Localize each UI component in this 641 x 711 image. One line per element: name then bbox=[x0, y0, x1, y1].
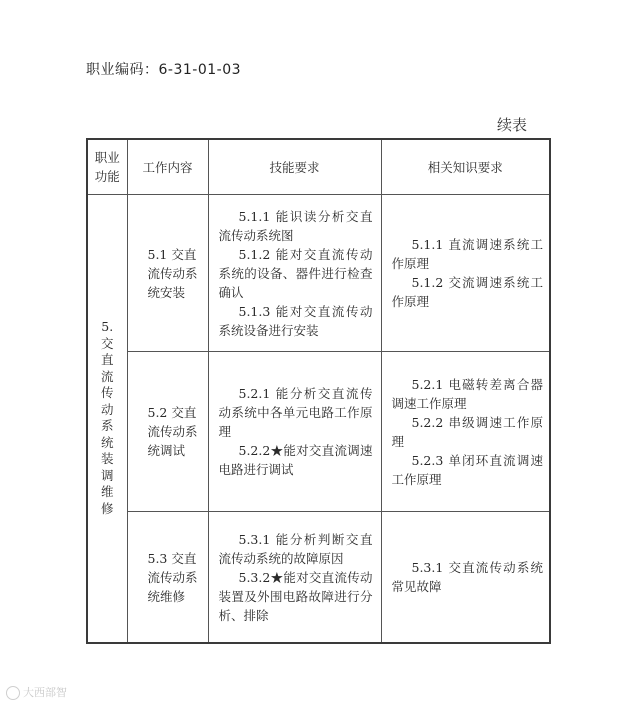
continued-label: 续表 bbox=[497, 116, 528, 134]
table-row bbox=[87, 352, 550, 512]
skill-requirements-table bbox=[86, 138, 551, 644]
skill-item: 5.1.3 能对交直流传动系统设备进行安装 bbox=[218, 303, 373, 338]
work-content-cell: 5.2 交直流传动系统调试 bbox=[127, 352, 208, 512]
skills-cell bbox=[208, 352, 381, 512]
column-header-skills: 技能要求 bbox=[208, 139, 381, 195]
column-header-work: 工作内容 bbox=[127, 139, 208, 195]
table-row bbox=[87, 195, 550, 352]
knowledge-item: 5.1.1 直流调速系统工作原理 bbox=[391, 237, 543, 272]
watermark-text: 大西部智 bbox=[23, 686, 67, 699]
skill-item: 5.3.2★能对交直流传动装置及外围电路故障进行分析、排除 bbox=[218, 569, 373, 623]
knowledge-cell bbox=[381, 195, 550, 352]
skill-item: 5.2.1 能分析交直流传动系统中各单元电路工作原理 bbox=[218, 386, 373, 440]
skills-cell bbox=[208, 195, 381, 352]
occupation-code: 职业编码：6-31-01-03 bbox=[86, 62, 242, 78]
knowledge-cell bbox=[381, 352, 550, 512]
skill-item: 5.1.1 能识读分析交直流传动系统图 bbox=[218, 208, 373, 243]
column-header-knowledge: 相关知识要求 bbox=[381, 139, 550, 195]
knowledge-item: 5.3.1 交直流传动系统常见故障 bbox=[391, 560, 543, 595]
knowledge-item: 5.2.2 串级调速工作原理 bbox=[391, 414, 543, 449]
skill-item: 5.1.2 能对交直流传动系统的设备、器件进行检查确认 bbox=[218, 246, 373, 300]
column-header-function: 职业 功能 bbox=[87, 139, 127, 195]
work-content-cell: 5.3 交直流传动系统维修 bbox=[127, 512, 208, 643]
work-content-cell: 5.1 交直流传动系统安装 bbox=[127, 195, 208, 352]
knowledge-item: 5.2.1 电磁转差离合器调速工作原理 bbox=[391, 376, 543, 411]
function-label: 5.交直流传动系统装调维修 bbox=[100, 319, 114, 516]
skill-item: 5.2.2★能对交直流调速电路进行调试 bbox=[218, 443, 373, 478]
function-cell bbox=[87, 195, 127, 644]
knowledge-item: 5.1.2 交流调速系统工作原理 bbox=[391, 275, 543, 310]
skill-item: 5.3.1 能分析判断交直流传动系统的故障原因 bbox=[218, 531, 373, 566]
knowledge-item: 5.2.3 单闭环直流调速工作原理 bbox=[391, 452, 543, 487]
skills-cell bbox=[208, 512, 381, 643]
table-row bbox=[87, 512, 550, 643]
watermark-logo-icon bbox=[6, 686, 20, 700]
watermark bbox=[6, 684, 67, 700]
knowledge-cell bbox=[381, 512, 550, 643]
header-row bbox=[87, 139, 550, 195]
